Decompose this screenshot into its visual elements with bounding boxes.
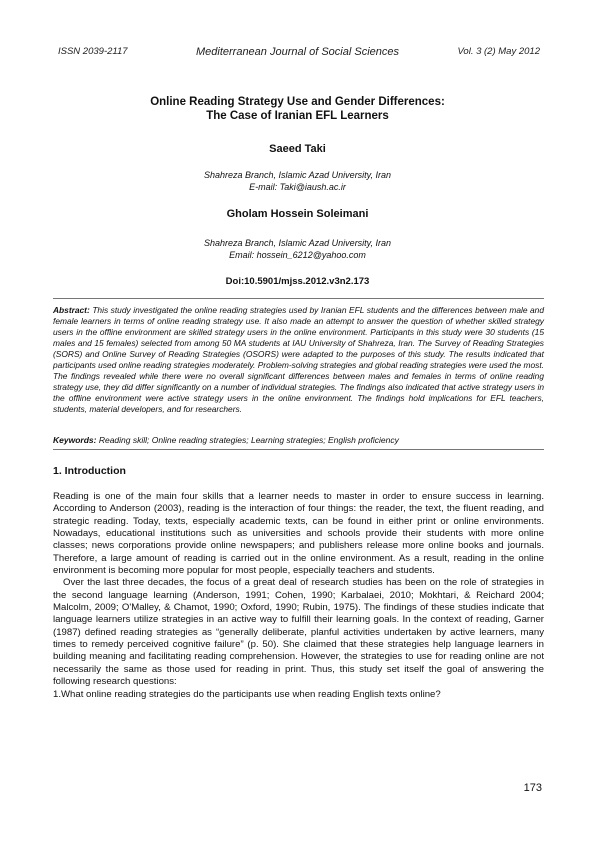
volume-info: Vol. 3 (2) May 2012 <box>457 46 540 57</box>
page-number: 173 <box>523 782 542 794</box>
abstract-label: Abstract: <box>53 305 90 315</box>
author-affiliation-1 <box>0 170 595 193</box>
email-1: E-mail: Taki@iaush.ac.ir <box>249 181 346 192</box>
paragraph: 1.What online reading strategies do the participants use when reading English texts online? <box>53 688 441 700</box>
email-2: Email: hossein_6212@yahoo.com <box>229 249 366 260</box>
title-line-1: Online Reading Strategy Use and Gender Differences: <box>150 96 445 108</box>
paper-title <box>0 95 595 123</box>
affiliation-2: Shahreza Branch, Islamic Azad University, Iran <box>203 238 392 248</box>
affiliation-1: Shahreza Branch, Islamic Azad University, Iran <box>203 170 392 180</box>
keywords-text: Reading skill; Online reading strategies; Learning strategies; English proficiency <box>98 435 399 445</box>
section-body <box>53 491 544 701</box>
title-line-2: The Case of Iranian EFL Learners <box>206 110 389 122</box>
issn: ISSN 2039-2117 <box>58 46 128 57</box>
paragraph: Reading is one of the main four skills that a learner needs to master in order to ensure success in learning. According to Anderson (2003), reading is the interaction of four things: the reader, the text, the fluent reading, and strategic reading. Today, texts, especially academic texts, can be found in either print or online environments. Nowadays, educational institutions such as universities and schools provide their students with more online classes; news corporations provide online newspapers; and publishers release more online books and journals. Therefore, a large amount of reading is carried out in the online environment. As a result, reading in the online environment is becoming more popular for most people, especially teachers and students. <box>53 491 544 577</box>
author-name-2: Gholam Hossein Soleimani <box>226 208 369 220</box>
keywords-label: Keywords: <box>53 435 97 445</box>
divider-bottom <box>53 449 544 450</box>
divider-top <box>53 298 544 299</box>
journal-name: Mediterranean Journal of Social Sciences <box>195 46 399 58</box>
abstract-text: This study investigated the online reading strategies used by Iranian EFL students and the differences between male and female learners in terms of online reading strategy use. It also made an attempt to answer the question of whether skilled strategy users in the offline environment are skilled strategy users in the online environment. Participants in this study were 30 students (15 males and 15 females) selected from among 50 MA students at IAU University of Shahreza, Iran. The Survey of Reading Strategies (SORS) and Online Survey of Reading Strategies (OSORS) were adapted to the purposes of this study. The results indicated that participants used online reading strategies moderately. Problem-solving strategies and global reading strategies were used the most. The findings revealed while there were no overall significant differences between males and females in terms of online reading strategy use, they did differ significantly on a number of individual strategies. The findings also indicated that active strategy users in the offline environment were active strategy users in the online environment. The findings hold implications for EFL teachers, students, material developers, and for researchers. <box>53 305 544 414</box>
author-name-1: Saeed Taki <box>269 143 326 155</box>
abstract <box>53 305 544 415</box>
author-affiliation-2 <box>0 238 595 261</box>
paragraph: Over the last three decades, the focus of a great deal of research studies has been on the role of strategies in the second language learning (Anderson, 1991; Cohen, 1990; Karbalaei, 2010; Mokhtari, & Reichard 2004; Malcolm, 2009; O'Malley, & Chamot, 1990; Oxford, 1990; Rubin, 1975). The findings of these studies indicate that language learners utilize strategies in an active way to fulfill their learning goals. In the context of reading, Garner (1987) defined reading strategies as “generally deliberate, planful activities undertaken by active learners, many times to remedy perceived cognitive failure” (p. 50). She claimed that these strategies help language learners in building meaning and facilitating reading comprehension. However, the strategies to use for reading online are not necessarily the same as those used for reading in print. Thus, this study set itself the goal of answering the following research questions: <box>53 577 544 688</box>
keywords <box>53 435 544 445</box>
section-heading: 1. Introduction <box>53 465 126 477</box>
doi: Doi:10.5901/mjss.2012.v3n2.173 <box>225 276 370 287</box>
